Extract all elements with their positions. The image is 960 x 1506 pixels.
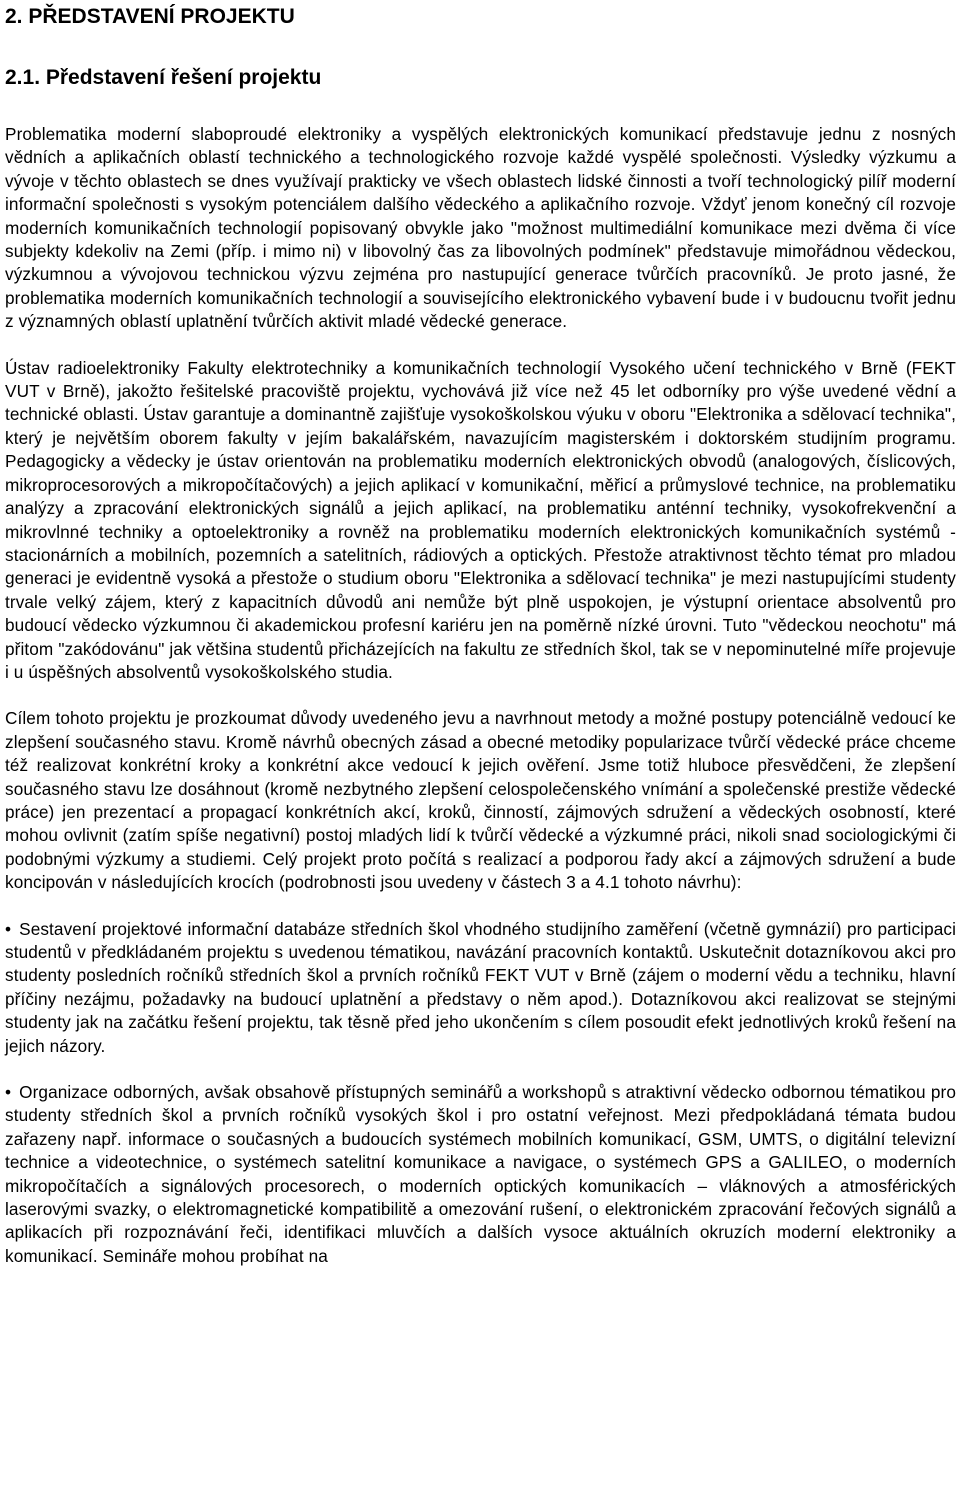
paragraph-goal: Cílem tohoto projektu je prozkoumat důvody uvedeného jevu a navrhnout metody a možné postupy potenciálně vedoucí ke zlepšení současného stavu. Kromě návrhů obecných zásad a obecné metodiky popularizace tvůrčí vědecké práce chceme též realizovat konkrétní kroky a konkrétní akce vedoucí k jejich ověření. Jsme totiž hluboce přesvědčeni, že zlepšení současného stavu lze dosáhnout (kromě nezbytného zlepšení celospolečenského vnímání a společenské prestiže vědecké práce) jen prezentací a propagací konkrétních akcí, kroků, činností, zájmových sdružení a vědeckých osobností, které mohou ovlivnit (zatím spíše negativní) postoj mladých lidí k tvůrčí vědecké a výzkumné práci, nikoli snad sociologickými či podobnými výzkumy a studiemi. Celý projekt proto počítá s realizací a podporou řady akcí a zájmových sdružení a bude koncipován v následujících krocích (podrobnosti jsou uvedeny v částech 3 a 4.1 tohoto návrhu):	[5, 708, 956, 893]
bullet-icon: •	[5, 1082, 12, 1103]
bullet-icon: •	[5, 918, 12, 939]
list-item-text: Sestavení projektové informační databáze středních škol vhodného studijního zaměření (včetně gymnázií) pro participaci studentů v předkládaném projektu s uvedenou tématikou, navázání pracovních kontaktů. Uskutečnit dotazníkovou akci pro studenty posledních ročníků středních škol a prvních ročníků FEKT VUT v Brně (zájem o moderní vědu a techniku, hlavní příčiny nezájmu, požadavky na budoucí uplatnění a představy o něm apod.). Dotazníkovou akci realizovat se stejnými studenty jak na začátku řešení projektu, tak těsně před jeho ukončením s cílem posoudit efekt jednotlivých kroků řešení na jejich názory.	[5, 918, 956, 1056]
list-item	[5, 1081, 956, 1268]
list-item-text: Organizace odborných, avšak obsahově přístupných seminářů a workshopů s atraktivní vědecko odbornou tématikou pro studenty středních škol a prvních ročníků vysokých škol i pro ostatní veřejnost. Mezi předpokládaná témata budou zařazeny např. informace o současných a budoucích systémech mobilních komunikací, GSM, UMTS, o digitální televizní technice a videotechnice, o systémech satelitní komunikace a navigace, o systémech GPS a GALILEO, o moderních mikropočítačích a signálových procesorech, o moderních optických komunikacích – vláknových a atmosférických laserovými svazky, o elektromagnetické kompatibilitě a omezování rušení, o elektronickém zpracování řečových signálů a aplikacích při rozpoznávání řeči, identifikaci mluvčích a dalších vysoce aktuálních okruzích moderní elektroniky a komunikací. Semináře mohou probíhat na	[5, 1082, 956, 1266]
subsection-heading: 2.1. Představení řešení projektu	[5, 66, 322, 89]
paragraph-institute: Ústav radioelektroniky Fakulty elektrotechniky a komunikačních technologií Vysokého učení technického v Brně (FEKT VUT v Brně), jakožto řešitelské pracoviště projektu, vychovává již více než 45 let odborníky pro výše uvedené vědní a technické oblasti. Ústav garantuje a dominantně zajišťuje vysokoškolskou výuku v oboru "Elektronika a sdělovací technika", který je největším oborem fakulty v jejím bakalářském, navazujícím magisterském i doktorském studijním programu. Pedagogicky a vědecky je ústav orientován na problematiku moderních elektronických obvodů (analogových, číslicových, mikroprocesorových a mikropočítačových) a jejich aplikací v komunikační, měřicí a průmyslové technice, na problematiku analýzy a zpracování elektronických signálů a jejich aplikací, na problematiku anténní techniky, vysokofrekvenční a mikrovlnné techniky a optoelektroniky a rovněž na problematiku moderních elektronických komunikačních systémů - stacionárních a mobilních, pozemních a satelitních, rádiových a optických. Přestože atraktivnost těchto témat pro mladou generaci je evidentně vysoká a přestože o studium oboru "Elektronika a sdělovací technika" je mezi nastupujícími studenty trvale velký zájem, který z kapacitních důvodů ani nemůže být plně uspokojen, je výstupní orientace absolventů pro budoucí vědecko výzkumnou či akademickou profesní kariéru jen na poměrně nízké úrovni. Tuto "vědeckou neochotu" má přitom "zakódovánu" jak většina studentů přicházejících na fakultu ze středních škol, tak se v nepominutelné míře projevuje i u úspěšných absolventů vysokoškolského studia.	[5, 357, 956, 682]
paragraph-intro: Problematika moderní slaboproudé elektroniky a vyspělých elektronických komunikací představuje jednu z nosných vědních a aplikačních oblastí technického a technologického rozvoje každé vyspělé společnosti. Výsledky výzkumu a vývoje v těchto oblastech se dnes využívají prakticky ve všech oblastech lidské činnosti a tvoří technologický pilíř moderní informační společnosti s vysokým potenciálem dalšího vědeckého a aplikačního rozvoje. Vždyť jenom konečný cíl rozvoje moderních komunikačních technologií popisovaný obvykle jako "možnost multimediální komunikace mezi dvěma či více subjekty kdekoliv na Zemi (příp. i mimo ni) v libovolný čas za libovolných podmínek" představuje mimořádnou vědeckou, výzkumnou a vývojovou technickou výzvu zejména pro nastupující generace tvůrčích pracovníků. Je proto jasné, že problematika moderních komunikačních technologií a souvisejícího elektronického vybavení bude i v budoucnu tvořit jednu z významných oblastí uplatnění tvůrčích aktivit mladé vědecké generace.	[5, 124, 956, 332]
list-item	[5, 918, 956, 1058]
section-heading: 2. PŘEDSTAVENÍ PROJEKTU	[5, 5, 295, 28]
